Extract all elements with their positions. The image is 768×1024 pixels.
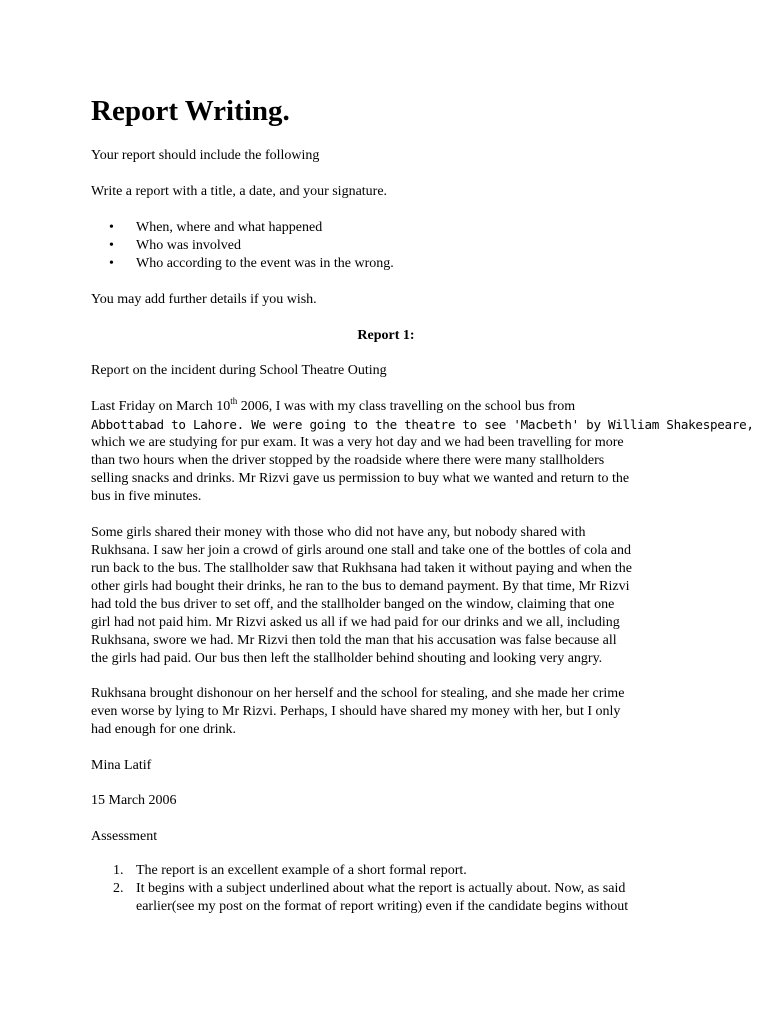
list-item [91,880,628,916]
item-number: 2. [113,881,124,896]
bullet-icon: • [109,238,114,253]
paragraph-line: bus in five minutes. [91,489,202,504]
bullet-icon: • [109,256,114,271]
paragraph-line: other girls had bought their drinks, he ran to the bus to demand payment. By that time, Mr Rizvi [91,579,630,594]
bullet-icon: • [109,220,114,235]
list-item [91,219,394,237]
report-subject: Report on the incident during School Theatre Outing [91,363,387,378]
page-title: Report Writing. [91,95,290,127]
paragraph-line: the girls had paid. Our bus then left the stallholder behind shouting and looking very angry. [91,651,603,666]
list-item-text: Who according to the event was in the wrong. [136,256,394,271]
signature-text: Mina Latif [91,758,152,773]
list-item-text: When, where and what happened [136,220,323,235]
paragraph-line: which we are studying for pur exam. It was a very hot day and we had been travelling for more [91,435,624,450]
assessment-heading: Assessment [91,829,158,844]
further-details-text: You may add further details if you wish. [91,292,317,307]
item-number: 1. [113,863,124,878]
paragraph-line: Abbottabad to Lahore. We were going to the theatre to see 'Macbeth' by William Shakespeare, [91,417,754,432]
report-date: 15 March 2006 [91,793,177,808]
list-item-text: Who was involved [136,238,241,253]
list-item [91,237,394,255]
paragraph-line: girl had not paid him. Mr Rizvi asked us all if we had paid for our drinks and we all, including [91,615,620,630]
list-item [91,255,394,273]
paragraph-line: even worse by lying to Mr Rizvi. Perhaps, I should have shared my money with her, but I only [91,704,621,719]
report-paragraph-2 [91,524,681,668]
paragraph-line: had told the bus driver to set off, and the stallholder banged on the window, claiming that one [91,597,615,612]
paragraph-line: run back to the bus. The stallholder saw that Rukhsana had taken it without paying and when the [91,561,632,576]
report-paragraph-1 [91,396,754,506]
report-heading: Report 1: [357,328,415,343]
assessment-list [91,862,628,916]
paragraph-line: Rukhsana. I saw her join a crowd of girls around one stall and take one of the bottles of cola and [91,543,632,558]
paragraph-line: Rukhsana, swore we had. Mr Rizvi then told the man that his accusation was false because all [91,633,617,648]
requirements-list [91,219,394,273]
paragraph-line: selling snacks and drinks. Mr Rizvi gave us permission to buy what we wanted and return to the [91,471,630,486]
instruction-text: Write a report with a title, a date, and your signature. [91,184,388,199]
list-item-text: It begins with a subject underlined about what the report is actually about. Now, as said [136,881,626,896]
paragraph-line: Rukhsana brought dishonour on her herself and the school for stealing, and she made her crime [91,686,625,701]
paragraph-line [91,398,681,416]
list-item [91,862,628,880]
paragraph-line: had enough for one drink. [91,722,237,737]
report-paragraph-3 [91,685,681,739]
list-item-text: earlier(see my post on the format of report writing) even if the candidate begins without [136,899,629,914]
paragraph-text: 2006, I was with my class travelling on the school bus from [237,399,576,414]
intro-text: Your report should include the following [91,148,320,163]
list-item-text: The report is an excellent example of a short formal report. [136,863,467,878]
ordinal-suffix: th [230,396,238,406]
paragraph-text: Last Friday on March 10 [91,399,231,414]
paragraph-line: Some girls shared their money with those who did not have any, but nobody shared with [91,525,586,540]
paragraph-line: than two hours when the driver stopped by the roadside where there were many stallholders [91,453,605,468]
